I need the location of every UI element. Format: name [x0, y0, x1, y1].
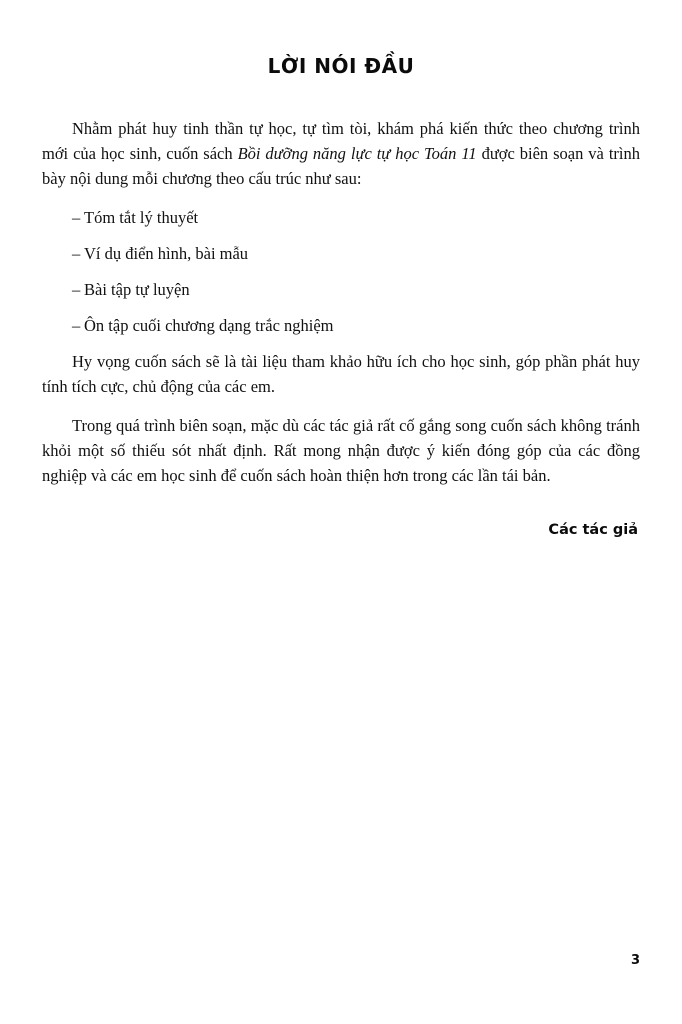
list-item — [42, 277, 640, 302]
list-item — [42, 241, 640, 266]
book-title-italic: Bồi dưỡng năng lực tự học Toán 11 — [237, 144, 477, 163]
closing-paragraph: Trong quá trình biên soạn, mặc dù các tác giả rất cố gắng song cuốn sách không tránh khỏi một số thiếu sót nhất định. Rất mong nhận được ý kiến đóng góp của các đồng nghiệp và các em học sinh để cuốn sách hoàn thiện hơn trong các lần tái bản. — [42, 416, 640, 485]
structure-list — [42, 205, 640, 338]
dash-marker: – — [72, 244, 81, 263]
document-body — [42, 116, 640, 538]
intro-text-part1: Nhằm phát huy tinh thần tự học, tự tìm tòi, khám phá kiến thức theo chương trình mới của học sinh, cuốn sách — [42, 119, 640, 163]
intro-text-part2: được biên soạn và trình bày nội dung mỗi chương theo cấu trúc như sau: — [42, 144, 640, 188]
dash-marker: – — [72, 280, 81, 299]
list-item-label: Bài tập tự luyện — [84, 280, 190, 299]
page-number: 3 — [630, 953, 640, 968]
author-signature: Các tác giả — [548, 522, 638, 538]
dash-marker: – — [72, 316, 81, 335]
list-item-label: Tóm tắt lý thuyết — [84, 208, 199, 227]
list-item — [42, 313, 640, 338]
intro-paragraph — [42, 116, 640, 191]
list-item-label: Ví dụ điển hình, bài mẫu — [84, 244, 249, 263]
page-title: LỜI NÓI ĐẦU — [267, 54, 415, 78]
list-item-label: Ôn tập cuối chương dạng trắc nghiệm — [84, 316, 334, 335]
dash-marker: – — [72, 208, 81, 227]
list-item — [42, 205, 640, 230]
hope-paragraph: Hy vọng cuốn sách sẽ là tài liệu tham khảo hữu ích cho học sinh, góp phần phát huy tính tích cực, chủ động của các em. — [42, 352, 640, 396]
